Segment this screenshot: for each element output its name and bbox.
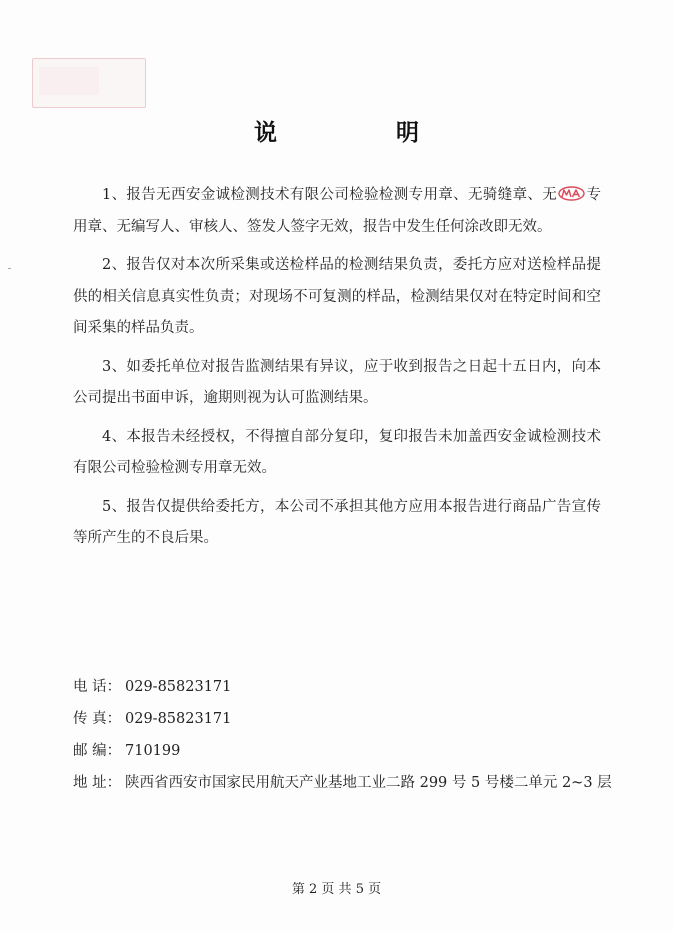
note-paragraph-2: 2、报告仅对本次所采集或送检样品的检测结果负责，委托方应对送检样品提供的相关信息真实性负责；对现场不可复测的样品，检测结果仅对在特定时间和空间采集的样品负责。: [73, 257, 601, 336]
note-1-text-after-mark: 专用章、无编写人、审核人、签发人签字无效，报告中发生任何涂改即无效。: [73, 187, 601, 235]
postcode-label: 邮 编：: [73, 743, 122, 759]
faded-seal-stamp: [32, 58, 146, 108]
address-value: 陕西省西安市国家民用航天产业基地工业二路 299 号 5 号楼二单元 2~3 层: [125, 775, 612, 791]
note-paragraph-5: 5、报告仅提供给委托方，本公司不承担其他方应用本报告进行商品广告宣传等所产生的不良后果。: [73, 498, 601, 546]
postcode-value: 710199: [125, 743, 181, 759]
page-number: 第 2 页 共 5 页: [291, 882, 382, 897]
fax-value: 029-85823171: [125, 711, 232, 727]
postcode-row: [73, 736, 633, 768]
note-1-text-before-mark: 1、报告无西安金诚检测技术有限公司检验检测专用章、无骑缝章、无: [102, 187, 558, 203]
notes-body: [73, 180, 601, 562]
address-label: 地 址：: [73, 775, 122, 791]
page-title: 说 明: [254, 120, 467, 146]
phone-row: [73, 672, 633, 704]
note-paragraph-4: 4、本报告未经授权，不得擅自部分复印，复印报告未加盖西安金诚检测技术有限公司检验检测专用章无效。: [73, 428, 601, 476]
fax-label: 传 真：: [73, 711, 122, 727]
contact-info: [73, 672, 633, 800]
cma-stamp-icon: [558, 186, 585, 201]
phone-label: 电 话：: [73, 679, 122, 695]
scan-edge-mark: [8, 268, 11, 269]
note-paragraph-3: 3、如委托单位对报告监测结果有异议，应于收到报告之日起十五日内，向本公司提出书面申诉，逾期则视为认可监测结果。: [73, 358, 601, 406]
fax-row: [73, 704, 633, 736]
phone-value: 029-85823171: [125, 679, 232, 695]
address-row: [73, 768, 633, 800]
note-paragraph-1: [73, 180, 601, 243]
